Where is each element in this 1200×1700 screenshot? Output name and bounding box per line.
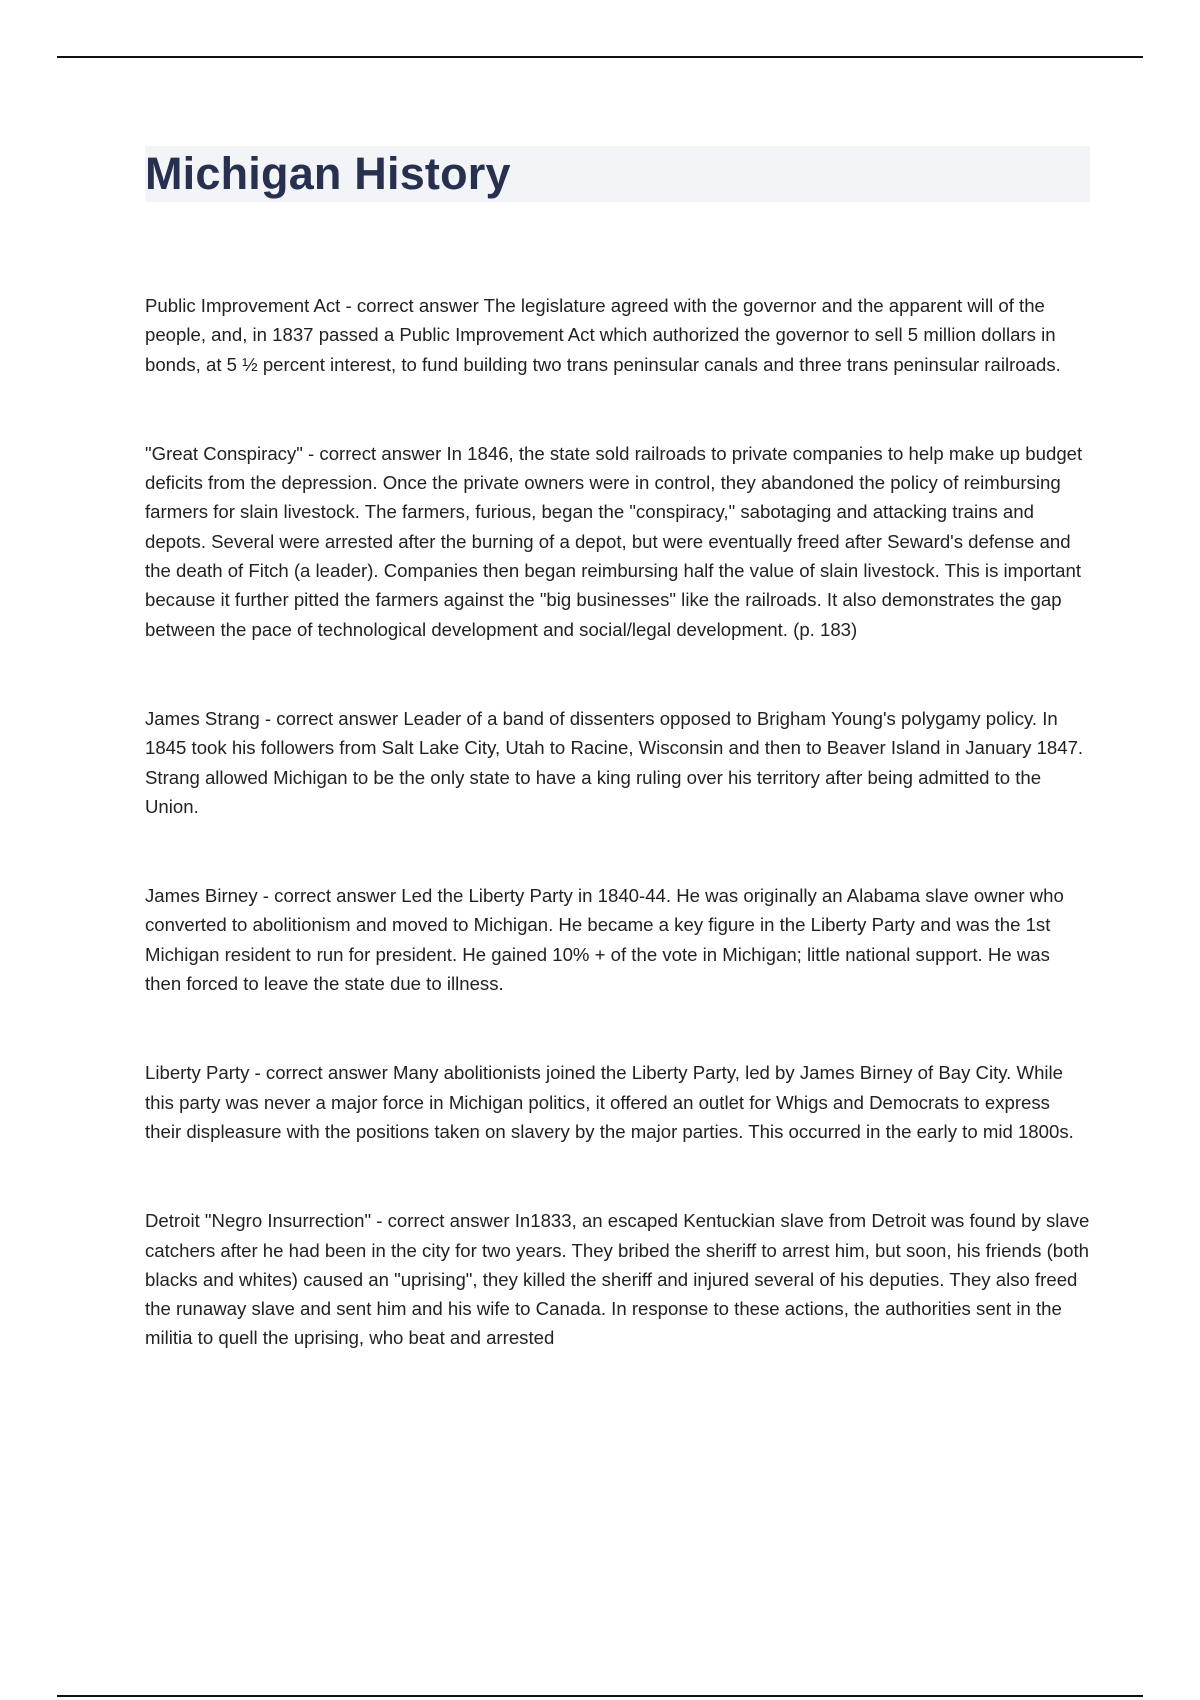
entry-answer: In 1846, the state sold railroads to private companies to help make up budget deficits from the depression. Once the private owners were in control, they abandoned the policy of reimbursing farmers for slain livestock. The farmers, furious, began the "conspiracy," sabotaging and attacking trains and depots. Several were arrested after the burning of a depot, but were eventually freed after Seward's defense and the death of Fitch (a leader). Companies then began reimbursing half the value of slain livestock. This is important because it further pitted the farmers against the "big businesses" like the railroads. It also demonstrates the gap between the pace of technological development and social/legal development. (p. 183) xyxy=(145,442,1083,640)
entry-detroit-negro-insurrection xyxy=(145,1206,1090,1352)
entry-separator: - correct answer xyxy=(340,295,484,316)
entry-term: James Strang xyxy=(145,707,260,729)
entry-term: Detroit "Negro Insurrection" xyxy=(145,1210,372,1232)
entry-answer: Many abolitionists joined the Liberty Party, led by James Birney of Bay City. While this party was never a major force in Michigan politics, it offered an outlet for Whigs and Democrats to express their displeasure with the positions taken on slavery by the major parties. This occurred in the early to mid 1800s. xyxy=(145,1062,1074,1142)
page-title: Michigan History xyxy=(145,148,511,199)
entry-separator: - correct answer xyxy=(302,442,447,464)
entry-answer: The legislature agreed with the governor and the apparent will of the people, and, in 1837 passed a Public Improvement Act which authorized the governor to sell 5 million dollars in bonds, at 5 ½ percent interest, to fund building two trans peninsular canals and three trans peninsular railroads. xyxy=(145,295,1061,375)
entry-term: James Birney xyxy=(145,885,258,907)
entry-term: "Great Conspiracy" xyxy=(145,442,303,464)
bottom-rule xyxy=(57,1695,1143,1697)
entry-answer: Leader of a band of dissenters opposed to Brigham Young's polygamy policy. In 1845 took his followers from Salt Lake City, Utah to Racine, Wisconsin and then to Beaver Island in January 1847. Strang allowed Michigan to be the only state to have a king ruling over his territory after being admitted to the Union. xyxy=(145,707,1084,817)
entry-answer: In1833, an escaped Kentuckian slave from Detroit was found by slave catchers after he had been in the city for two years. They bribed the sheriff to arrest him, but soon, his friends (both blacks and whites) caused an "uprising", they killed the sheriff and injured several of his deputies. They also freed the runaway slave and sent him and his wife to Canada. In response to these actions, the authorities sent in the militia to quell the uprising, who beat and arrested xyxy=(145,1210,1090,1349)
entry-term: Public Improvement Act xyxy=(145,295,341,316)
entry-james-birney xyxy=(145,881,1090,998)
entry-separator: - correct answer xyxy=(371,1210,515,1232)
entry-liberty-party xyxy=(145,1058,1090,1146)
top-rule xyxy=(57,56,1143,58)
entry-separator: - correct answer xyxy=(249,1062,393,1084)
entry-great-conspiracy xyxy=(145,439,1090,644)
entry-separator: - correct answer xyxy=(259,707,404,729)
entry-list xyxy=(145,291,1090,1413)
entry-answer: Led the Liberty Party in 1840-44. He was originally an Alabama slave owner who converted to abolitionism and moved to Michigan. He became a key figure in the Liberty Party and was the 1st Michigan resident to run for president. He gained 10% + of the vote in Michigan; little national support. He was then forced to leave the state due to illness. xyxy=(145,885,1064,995)
entry-term: Liberty Party xyxy=(145,1062,250,1084)
entry-separator: - correct answer xyxy=(257,885,402,907)
entry-james-strang xyxy=(145,704,1090,821)
entry-public-improvement-act xyxy=(145,291,1090,379)
